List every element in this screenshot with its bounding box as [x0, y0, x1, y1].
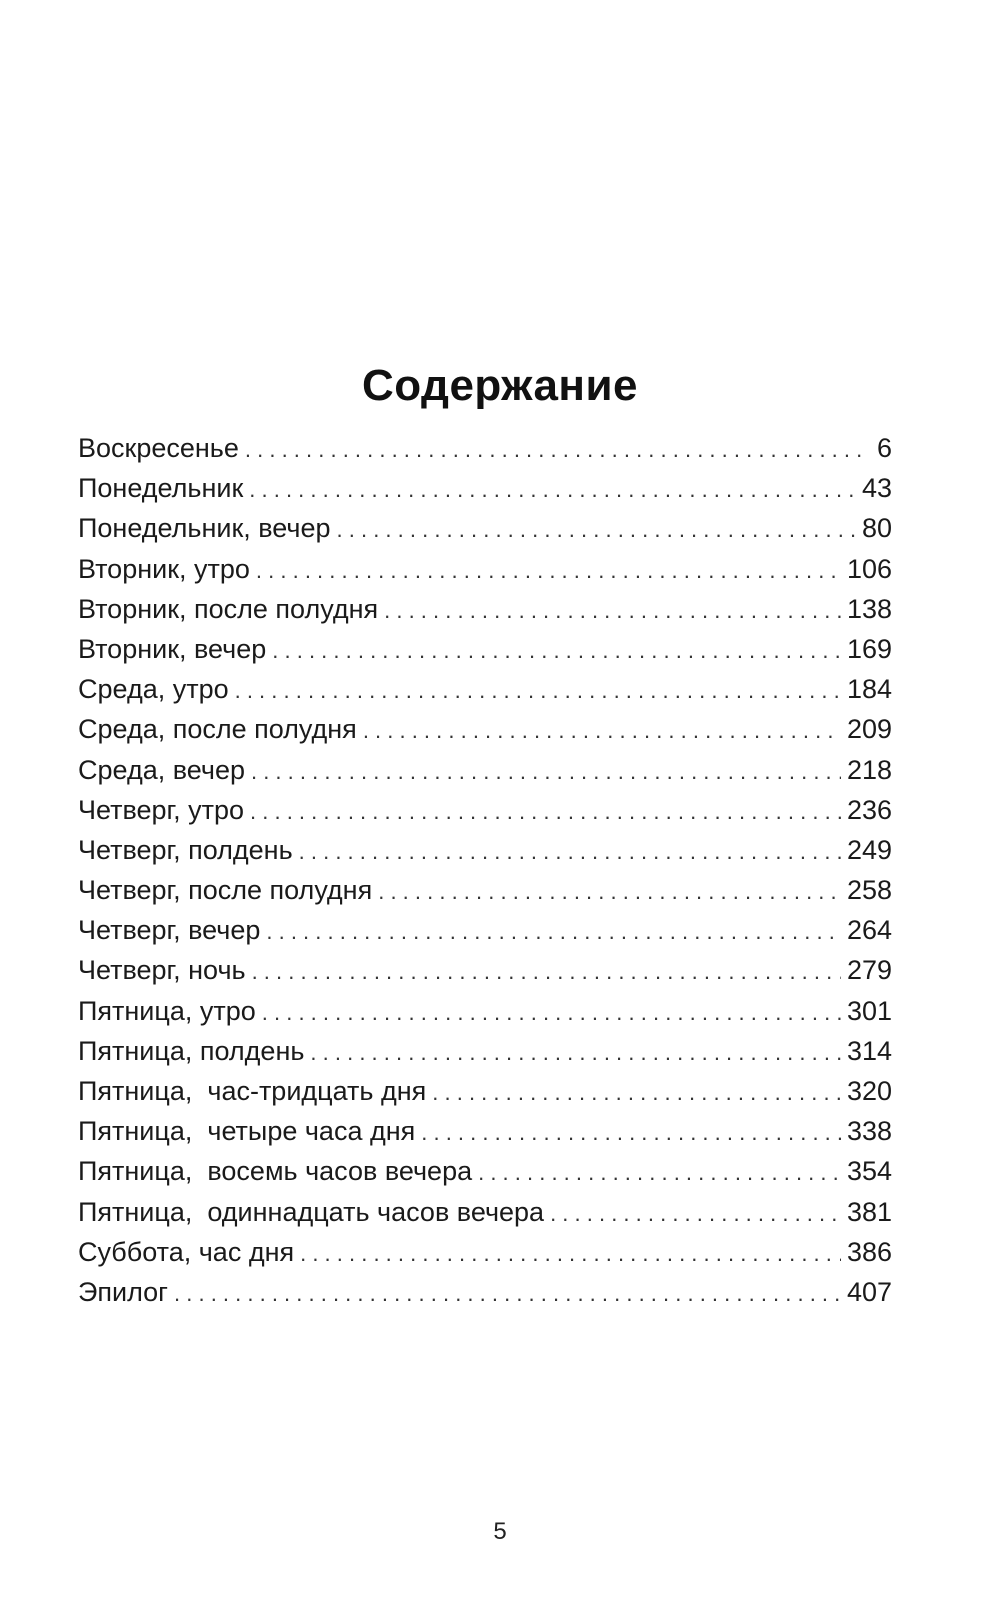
toc-entry-title: Вторник, после полудня	[78, 593, 379, 624]
toc-entry-title: Среда, утро	[78, 674, 229, 705]
toc-entry-page: 209	[846, 714, 892, 745]
toc-entry-title: Пятница, утро	[78, 995, 256, 1026]
dot-leader	[337, 510, 856, 550]
dot-leader	[262, 993, 841, 1033]
toc-entry-page: 279	[846, 955, 892, 986]
toc-entry	[78, 428, 892, 468]
dot-leader	[272, 631, 841, 671]
toc-entry-title: Вторник, вечер	[78, 633, 267, 664]
toc-entry-title: Пятница, восемь часов вечера	[78, 1156, 473, 1187]
dot-leader	[378, 872, 841, 912]
toc-entry-page: 320	[846, 1076, 892, 1106]
toc-entry-page: 301	[846, 995, 892, 1026]
dot-leader	[478, 1153, 841, 1193]
dot-leader	[300, 1234, 841, 1274]
dot-leader	[249, 470, 856, 510]
toc-entry	[78, 750, 892, 790]
toc-entry-page: 236	[846, 794, 892, 825]
toc-entry-page: 106	[846, 553, 892, 584]
toc-entry-page: 80	[861, 513, 892, 544]
toc-entry-title: Четверг, ночь	[78, 955, 246, 986]
dot-leader	[251, 752, 841, 792]
dot-leader	[250, 792, 841, 832]
toc-entry-page: 338	[846, 1116, 892, 1147]
dot-leader	[363, 711, 841, 751]
toc-entry	[78, 910, 892, 950]
page-title: Содержание	[361, 361, 639, 411]
table-of-contents	[78, 428, 892, 1312]
dot-leader	[432, 1073, 841, 1113]
dot-leader	[235, 671, 841, 711]
toc-entry	[78, 549, 892, 589]
toc-entry-title: Эпилог	[78, 1276, 169, 1307]
toc-entry	[78, 1151, 892, 1191]
toc-entry	[78, 468, 892, 508]
toc-entry	[78, 950, 892, 990]
toc-entry-title: Понедельник, вечер	[78, 513, 331, 544]
toc-entry	[78, 669, 892, 709]
toc-entry-title: Четверг, после полудня	[78, 875, 373, 906]
toc-entry	[78, 709, 892, 749]
toc-entry-page: 354	[846, 1156, 892, 1187]
toc-entry	[78, 1031, 892, 1071]
toc-entry-title: Четверг, полдень	[78, 834, 293, 865]
toc-entry-page: 138	[846, 593, 892, 624]
toc-entry-title: Пятница, четыре часа дня	[78, 1116, 416, 1147]
toc-entry-title: Суббота, час дня	[78, 1236, 295, 1267]
toc-entry-page: 386	[846, 1236, 892, 1267]
toc-entry	[78, 1192, 892, 1232]
dot-leader	[421, 1113, 841, 1153]
toc-entry	[78, 790, 892, 830]
toc-entry	[78, 870, 892, 910]
toc-entry	[78, 629, 892, 669]
dot-leader	[310, 1033, 841, 1073]
toc-entry	[78, 1272, 892, 1312]
toc-entry-page: 264	[846, 915, 892, 946]
toc-entry	[78, 589, 892, 629]
toc-entry-title: Воскресенье	[78, 433, 239, 463]
toc-entry-page: 6	[876, 433, 892, 463]
toc-entry-title: Понедельник	[78, 473, 244, 504]
toc-entry-page: 249	[846, 834, 892, 865]
toc-entry-page: 218	[846, 754, 892, 785]
toc-entry-title: Вторник, утро	[78, 553, 250, 584]
toc-entry-title: Пятница, полдень	[78, 1035, 305, 1066]
toc-entry-title: Пятница, час-тридцать дня	[78, 1076, 427, 1106]
toc-entry-page: 184	[846, 674, 892, 705]
toc-entry-page: 407	[846, 1276, 892, 1307]
toc-entry-title: Четверг, вечер	[78, 915, 261, 946]
toc-entry-page: 43	[861, 473, 892, 504]
toc-entry	[78, 1232, 892, 1272]
toc-entry-page: 169	[846, 633, 892, 664]
toc-entry	[78, 830, 892, 870]
toc-entry	[78, 991, 892, 1031]
dot-leader	[245, 430, 866, 470]
dot-leader	[266, 912, 841, 952]
toc-entry	[78, 508, 892, 548]
dot-leader	[384, 591, 841, 631]
toc-entry-title: Четверг, утро	[78, 794, 245, 825]
toc-entry-title: Среда, после полудня	[78, 714, 357, 745]
dot-leader	[174, 1274, 841, 1314]
dot-leader	[252, 952, 841, 992]
toc-entry	[78, 1111, 892, 1151]
toc-entry-page: 258	[846, 875, 892, 906]
toc-entry-page: 381	[846, 1196, 892, 1227]
dot-leader	[550, 1194, 841, 1234]
toc-entry	[78, 1071, 892, 1111]
toc-entry-title: Пятница, одиннадцать часов вечера	[78, 1196, 545, 1227]
dot-leader	[256, 551, 841, 591]
toc-entry-title: Среда, вечер	[78, 754, 245, 785]
dot-leader	[299, 832, 841, 872]
toc-entry-page: 314	[846, 1035, 892, 1066]
page-number: 5	[493, 1518, 507, 1545]
